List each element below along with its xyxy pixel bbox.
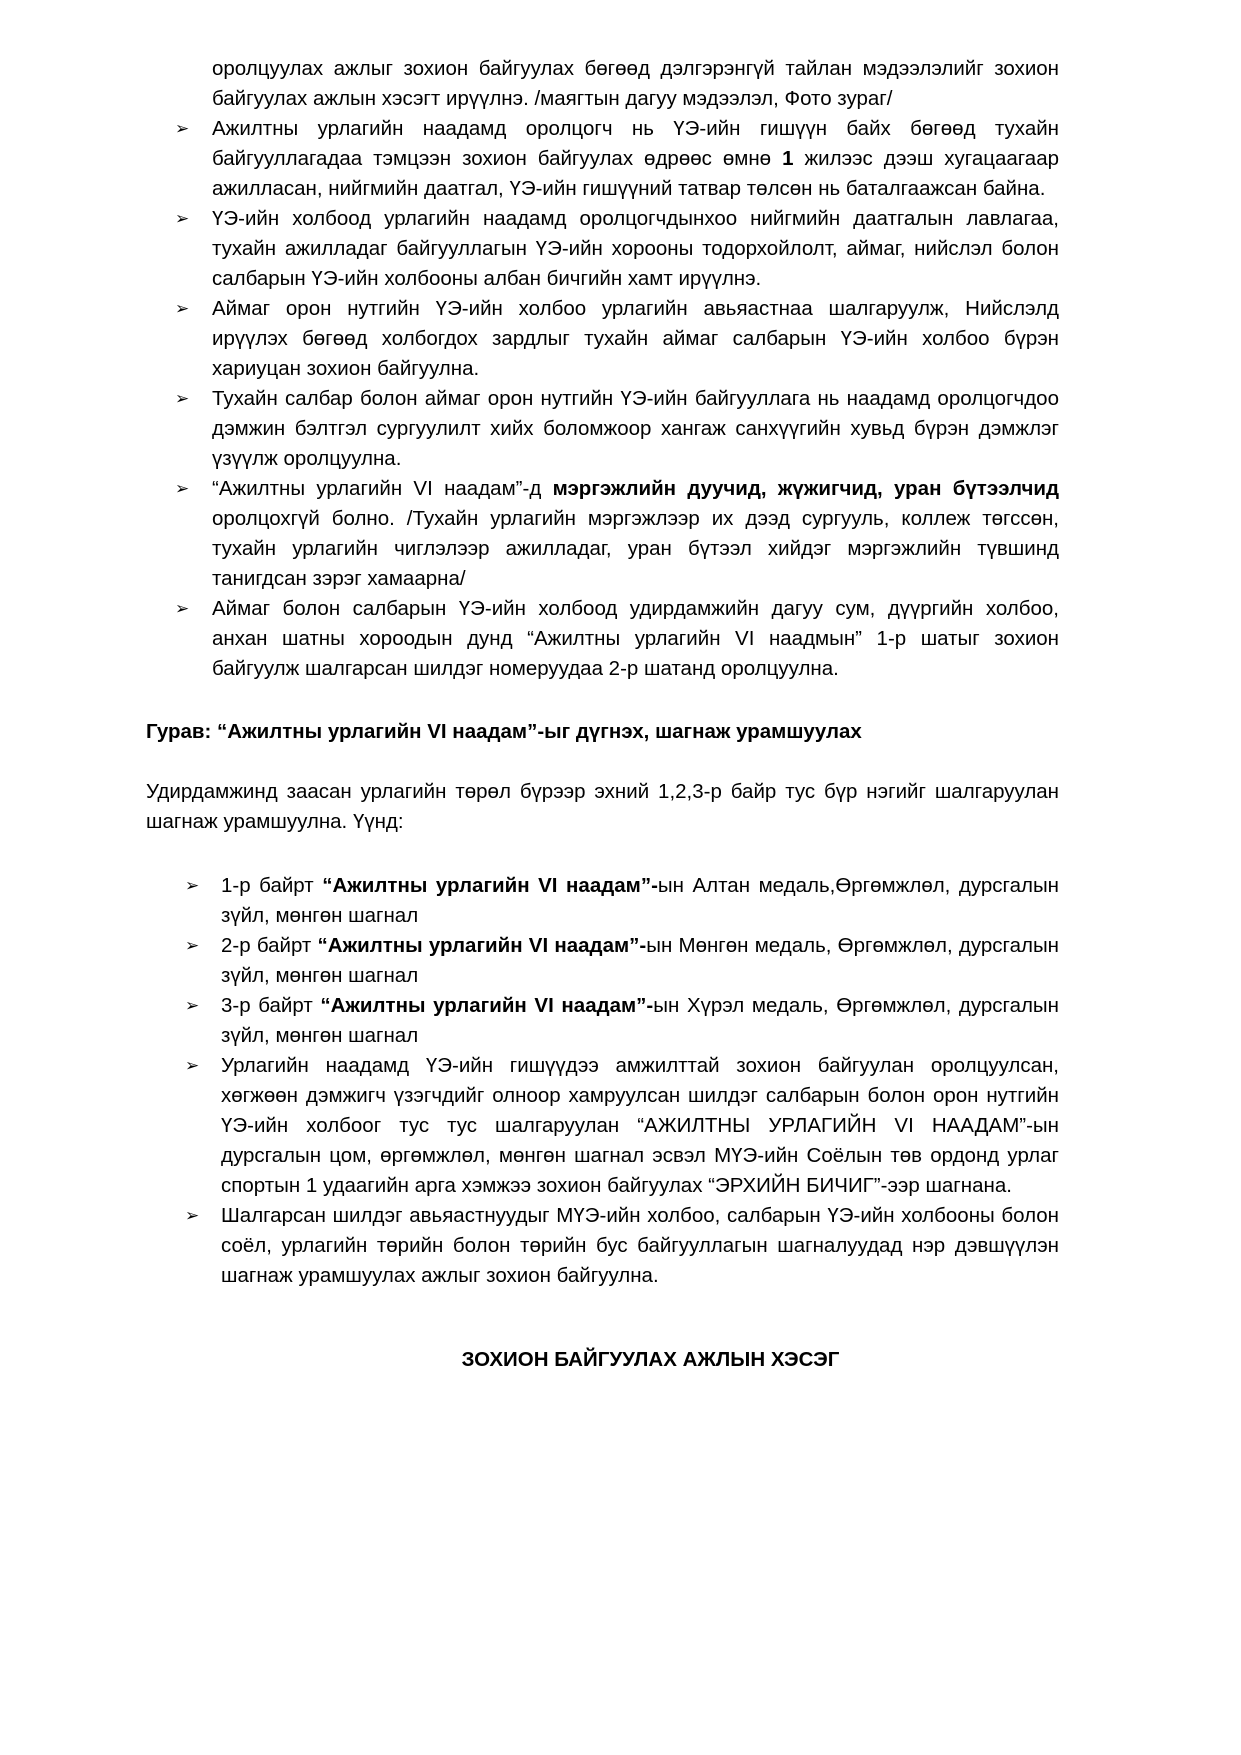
list-item: Аймаг орон нутгийн ҮЭ-ийн холбоо урлагийн авьяастнаа шалгаруулж, Нийслэлд ирүүлэх бөгөөд холбогдох зардлыг тухайн аймаг салбарын ҮЭ-ийн холбоо бүрэн хариуцан зохион байгуулна.: [212, 297, 1059, 380]
arrowhead-bullet-icon: ➢: [175, 299, 190, 319]
working-group-heading: ЗОХИОН БАЙГУУЛАХ АЖЛЫН ХЭСЭГ: [461, 1348, 840, 1371]
list-item: “Ажилтны урлагийн VI наадам”-д мэргэжлийн дуучид, жүжигчид, уран бүтээлчид оролцохгүй болно. /Тухайн урлагийн мэргэжлээр их дээд сургууль, коллеж төгссөн, тухайн урлагийн чиглэлээр ажилладаг, уран бүтээл хийдэг мэргэжлийн түвшинд танигдсан зэрэг хамаарна/: [212, 477, 1059, 590]
list-item: 1-р байрт “Ажилтны урлагийн VI наадам”-ын Алтан медаль,Өргөмжлөл, дурсгалын зүйл, мөнгөн шагнал: [221, 874, 1059, 927]
arrowhead-bullet-icon: ➢: [175, 209, 190, 229]
arrowhead-bullet-icon: ➢: [175, 119, 190, 139]
arrowhead-bullet-icon: ➢: [185, 1056, 200, 1076]
list-item: Урлагийн наадамд ҮЭ-ийн гишүүдээ амжилттай зохион байгуулан оролцуулсан, хөгжөөн дэмжигч үзэгчдийг олноор хамруулсан шилдэг салбарын болон орон нутгийн ҮЭ-ийн холбоог тус тус шалгаруулан “АЖИЛТНЫ УРЛАГИЙН VI НААДАМ”-ын дурсгалын цом, өргөмжлөл, мөнгөн шагнал эсвэл МҮЭ-ийн Соёлын төв ордонд урлаг спортын 1 удаагийн арга хэмжээ зохион байгуулах “ЭРХИЙН БИЧИГ”-ээр шагнана.: [221, 1054, 1059, 1197]
list-item: 3-р байрт “Ажилтны урлагийн VI наадам”-ын Хүрэл медаль, Өргөмжлөл, дурсгалын зүйл, мөнгөн шагнал: [221, 994, 1059, 1047]
list-item: Тухайн салбар болон аймаг орон нутгийн ҮЭ-ийн байгууллага нь наадамд оролцогчдоо дэмжин бэлтгэл сургуулилт хийх боломжоор хангаж санхүүгийн хувьд бүрэн дэмжлэг үзүүлж оролцуулна.: [212, 387, 1059, 470]
section-three-heading: Гурав: “Ажилтны урлагийн VI наадам”-ыг дүгнэх, шагнаж урамшуулах: [146, 720, 862, 743]
arrowhead-bullet-icon: ➢: [185, 936, 200, 956]
list-item: ҮЭ-ийн холбоод урлагийн наадамд оролцогчдынхоо нийгмийн даатгалын лавлагаа, тухайн ажилладаг байгууллагын ҮЭ-ийн хорооны тодорхойлолт, аймаг, нийслэл болон салбарын ҮЭ-ийн холбооны албан бичгийн хамт ирүүлнэ.: [212, 207, 1059, 290]
arrowhead-bullet-icon: ➢: [175, 479, 190, 499]
arrowhead-bullet-icon: ➢: [175, 389, 190, 409]
list-item: Шалгарсан шилдэг авьяастнуудыг МҮЭ-ийн холбоо, салбарын ҮЭ-ийн холбооны болон соёл, урлагийн төрийн болон төрийн бус байгууллагын шагналуудад нэр дэвшүүлэн шагнаж урамшуулах ажлыг зохион байгуулна.: [221, 1204, 1059, 1287]
list-item: 2-р байрт “Ажилтны урлагийн VI наадам”-ын Мөнгөн медаль, Өргөмжлөл, дурсгалын зүйл, мөнгөн шагнал: [221, 934, 1059, 987]
arrowhead-bullet-icon: ➢: [185, 876, 200, 896]
list-item: Аймаг болон салбарын ҮЭ-ийн холбоод удирдамжийн дагуу сум, дүүргийн холбоо, анхан шатны хороодын дунд “Ажилтны урлагийн VI наадмын” 1-р шатыг зохион байгуулж шалгарсан шилдэг номеруудаа 2-р шатанд оролцуулна.: [212, 597, 1059, 680]
section-three-intro: Удирдамжинд заасан урлагийн төрөл бүрээр эхний 1,2,3-р байр тус бүр нэгийг шалгаруулан шагнаж урамшуулна. Үүнд:: [146, 780, 1059, 833]
continuation-paragraph: оролцуулах ажлыг зохион байгуулах бөгөөд дэлгэрэнгүй тайлан мэдээлэлийг зохион байгуулах ажлын хэсэгт ирүүлнэ. /маягтын дагуу мэдээлэл, Фото зураг/: [212, 57, 1059, 110]
arrowhead-bullet-icon: ➢: [175, 599, 190, 619]
list-item: Ажилтны урлагийн наадамд оролцогч нь ҮЭ-ийн гишүүн байх бөгөөд тухайн байгууллагадаа тэмцээн зохион байгуулах өдрөөс өмнө 1 жилээс дээш хугацаагаар ажилласан, нийгмийн даатгал, ҮЭ-ийн гишүүний татвар төлсөн нь баталгаажсан байна.: [212, 117, 1059, 200]
arrowhead-bullet-icon: ➢: [185, 1206, 200, 1226]
arrowhead-bullet-icon: ➢: [185, 996, 200, 1016]
